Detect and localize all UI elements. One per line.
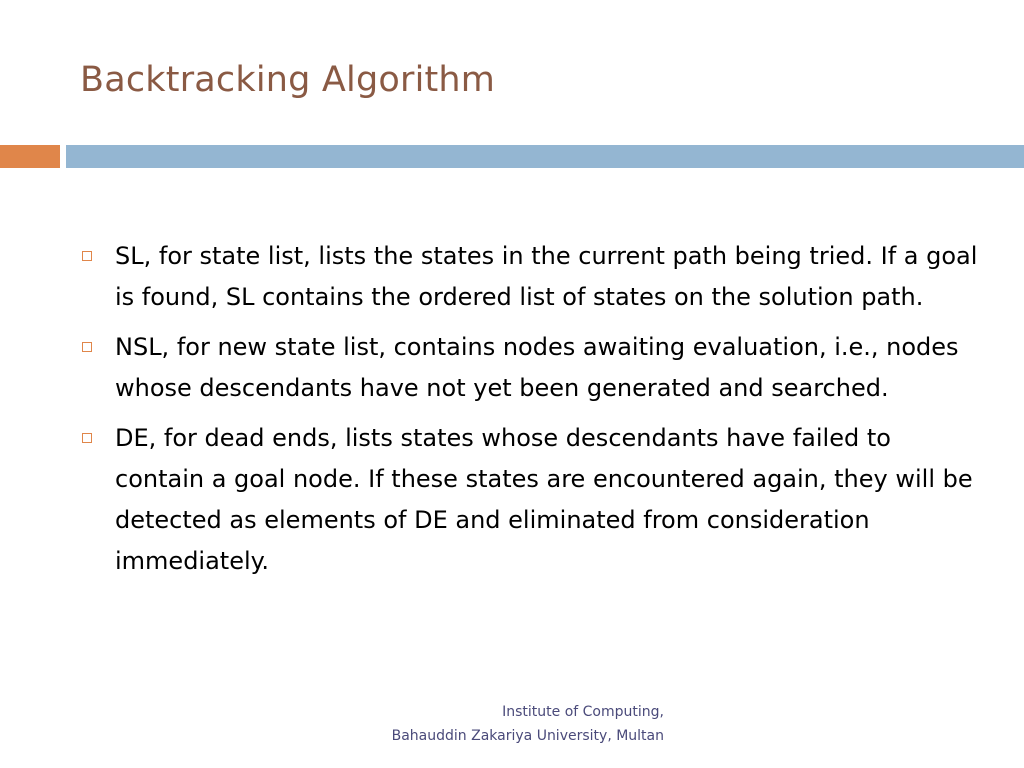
square-bullet-icon [82,251,92,261]
slide-title: Backtracking Algorithm [80,60,496,100]
footer-institute: Institute of Computing, [502,704,664,720]
bullet-item-de [80,418,980,582]
footer-university: Bahauddin Zakariya University, Multan [391,728,664,744]
square-bullet-icon [82,342,92,352]
accent-bar-blue [66,145,1024,168]
bullet-list [80,236,980,591]
square-bullet-icon [82,433,92,443]
bullet-item-nsl [80,327,980,409]
bullet-item-sl [80,236,980,318]
bullet-text: DE, for dead ends, lists states whose descendants have failed to contain a goal node. If these states are encountered again, they will be detected as elements of DE and eliminated from consideration immediately. [115,424,973,575]
accent-bar-orange [0,145,60,168]
bullet-text: SL, for state list, lists the states in the current path being tried. If a goal is found, SL contains the ordered list of states on the solution path. [115,242,978,311]
bullet-text: NSL, for new state list, contains nodes awaiting evaluation, i.e., nodes whose descendants have not yet been generated and searched. [115,333,959,402]
footer [392,700,664,748]
